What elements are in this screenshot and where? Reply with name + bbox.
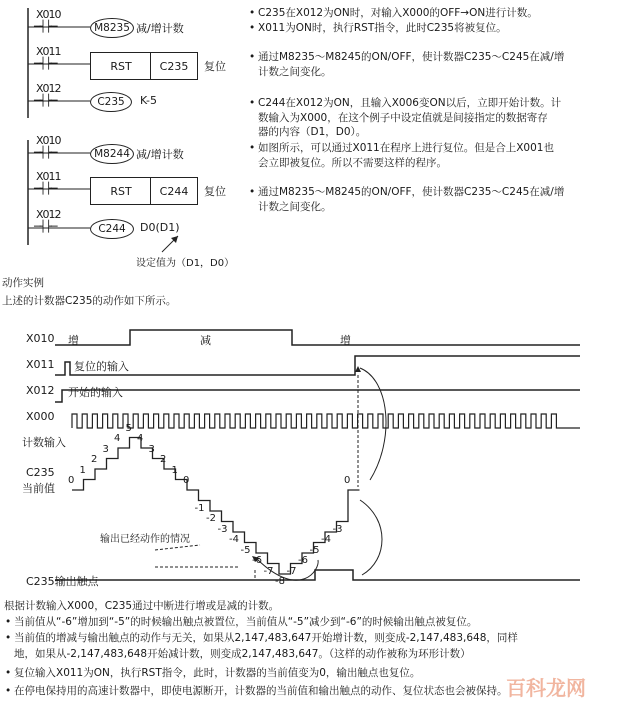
counter-value-label: 1	[171, 464, 178, 476]
contact-icon: ─┤├─	[34, 182, 57, 195]
x010-timing-label: X010	[26, 332, 55, 345]
reset-input-label: 复位的输入	[74, 360, 129, 373]
bottom-bullet-2: • 当前值的增减与输出触点的动作与无关，如果从2,147,483,647开始增计数，则变成-2,147,483,648，同样	[5, 632, 518, 644]
x011-label: X011	[36, 45, 61, 58]
counter-value-label: 5	[125, 422, 132, 434]
decrease-label: 减	[200, 334, 211, 347]
c244-reset-box: C244	[150, 177, 198, 205]
section-title: 动作实例	[2, 277, 44, 289]
counter-value-label: -8	[275, 576, 285, 587]
set-value-note: 设定值为（D1，D0）	[136, 258, 235, 269]
contact-icon: ─┤├─	[34, 220, 57, 233]
bottom-bullet-3: • 复位输入X011为ON，执行RST指令，此时，计数器的当前值变为0，输出触点也复位。	[5, 667, 421, 679]
current-value-label: 当前值	[22, 482, 55, 495]
note-c244: • C244在X012为ON，且输入X006变ON以后，立即开始计数。计 数输入为X000，在这个例子中设定值就是间接指定的数据寄存 器的内容（D1，D0）。	[249, 97, 562, 138]
x000-pulse-train	[72, 414, 580, 428]
counter-value-label: 0	[183, 475, 190, 486]
c235-timing-label: C235	[26, 466, 55, 479]
c244-coil: C244	[90, 219, 134, 239]
counter-value-label: -6	[252, 555, 262, 566]
counter-value-label: 3	[148, 443, 155, 455]
counter-value-label: -5	[309, 544, 320, 556]
counter-value-label: 3	[102, 443, 109, 455]
note-reset: • 如图所示，可以通过X011在程序上进行复位。但是合上X001也 会立即被复位。所以不需要这样的程序。	[249, 142, 554, 169]
d-register: D0(D1)	[140, 221, 180, 234]
bottom-lead: 根据计数输入X000，C235通过中断进行增或是减的计数。	[4, 600, 280, 612]
bottom-bullet-2b: 地，如果从-2,147,483,648开始减计数，则变成2,147,483,647。（这样的动作被称为环形计数）	[14, 648, 471, 660]
contact-icon: ─┤├─	[34, 94, 57, 107]
note-m8235-1: • 通过M8235～M8245的ON/OFF，使计数器C235～C245在减/增 计数之间变化。	[249, 51, 565, 78]
x012-timing-label: X012	[26, 384, 55, 397]
x000-pulse-line	[72, 414, 580, 428]
contact-icon: ─┤├─	[34, 146, 57, 159]
output-active-note: 输出已经动作的情况	[100, 534, 190, 545]
increase-label-2: 增	[340, 334, 351, 347]
k-value: K-5	[140, 94, 158, 107]
counter-value-label: -1	[194, 502, 205, 514]
bottom-bullet-1: • 当前值从“-6”增加到“-5”的时候输出触点被置位，当前值从“-5”减少到“-6”的时候输出触点被复位。	[5, 616, 478, 628]
reset-label: 复位	[204, 60, 226, 73]
note-x011: • X011为ON时，执行RST指令，此时C235将被复位。	[249, 22, 507, 34]
rst-box: RST	[90, 52, 152, 80]
x010-label: X010	[36, 134, 61, 147]
counter-value-label: 0	[68, 475, 75, 486]
c235-coil: C235	[90, 92, 132, 112]
c235-output-label: C235输出触点	[26, 575, 99, 588]
counter-value-label: 0	[344, 475, 351, 486]
counter-value-label: -7	[286, 565, 297, 577]
rst-box: RST	[90, 177, 152, 205]
x000-timing-label: X000	[26, 410, 55, 423]
increase-label: 增	[68, 334, 79, 347]
m8235-coil: M8235	[90, 18, 134, 38]
count-mode-label: 减/增计数	[136, 148, 184, 161]
c235-reset-box: C235	[150, 52, 198, 80]
x012-label: X012	[36, 208, 61, 221]
counter-value-label: 2	[160, 454, 167, 465]
counter-value-label: -4	[229, 534, 239, 545]
counter-value-label: -3	[217, 523, 228, 535]
counter-value-label: 2	[91, 454, 98, 465]
counter-value-label: -4	[321, 534, 331, 545]
reset-label: 复位	[204, 185, 226, 198]
note-m8235-2: • 通过M8235～M8245的ON/OFF，使计数器C235～C245在减/增 计数之间变化。	[249, 186, 565, 213]
x011-timing-label: X011	[26, 358, 55, 371]
counter-value-label: 4	[114, 433, 121, 444]
counter-value-label: -7	[263, 565, 274, 577]
counter-value-label: -3	[332, 523, 343, 535]
section-desc: 上述的计数器C235的动作如下所示。	[2, 295, 177, 307]
watermark-logo: 百科龙网	[506, 676, 586, 700]
count-mode-label: 减/增计数	[136, 22, 184, 35]
x010-label: X010	[36, 8, 61, 21]
counter-value-label: 1	[79, 464, 86, 476]
count-input-label: 计数输入	[22, 436, 66, 449]
counter-value-label: -6	[298, 555, 308, 566]
start-input-label: 开始的输入	[68, 386, 123, 399]
x012-label: X012	[36, 82, 61, 95]
counter-value-label: -5	[240, 544, 251, 556]
contact-icon: ─┤├─	[34, 57, 57, 70]
counter-value-label: -2	[206, 513, 216, 524]
contact-icon: ─┤├─	[34, 20, 57, 33]
note-c235: • C235在X012为ON时，对输入X000的OFF→ON进行计数。	[249, 7, 538, 19]
m8244-coil: M8244	[90, 144, 134, 164]
x011-label: X011	[36, 170, 61, 183]
counter-value-label: 4	[137, 433, 144, 444]
bottom-bullet-4: • 在停电保持用的高速计数器中，即使电源断开，计数器的当前值和输出触点的动作、复位状态也会被保持。	[5, 685, 508, 697]
